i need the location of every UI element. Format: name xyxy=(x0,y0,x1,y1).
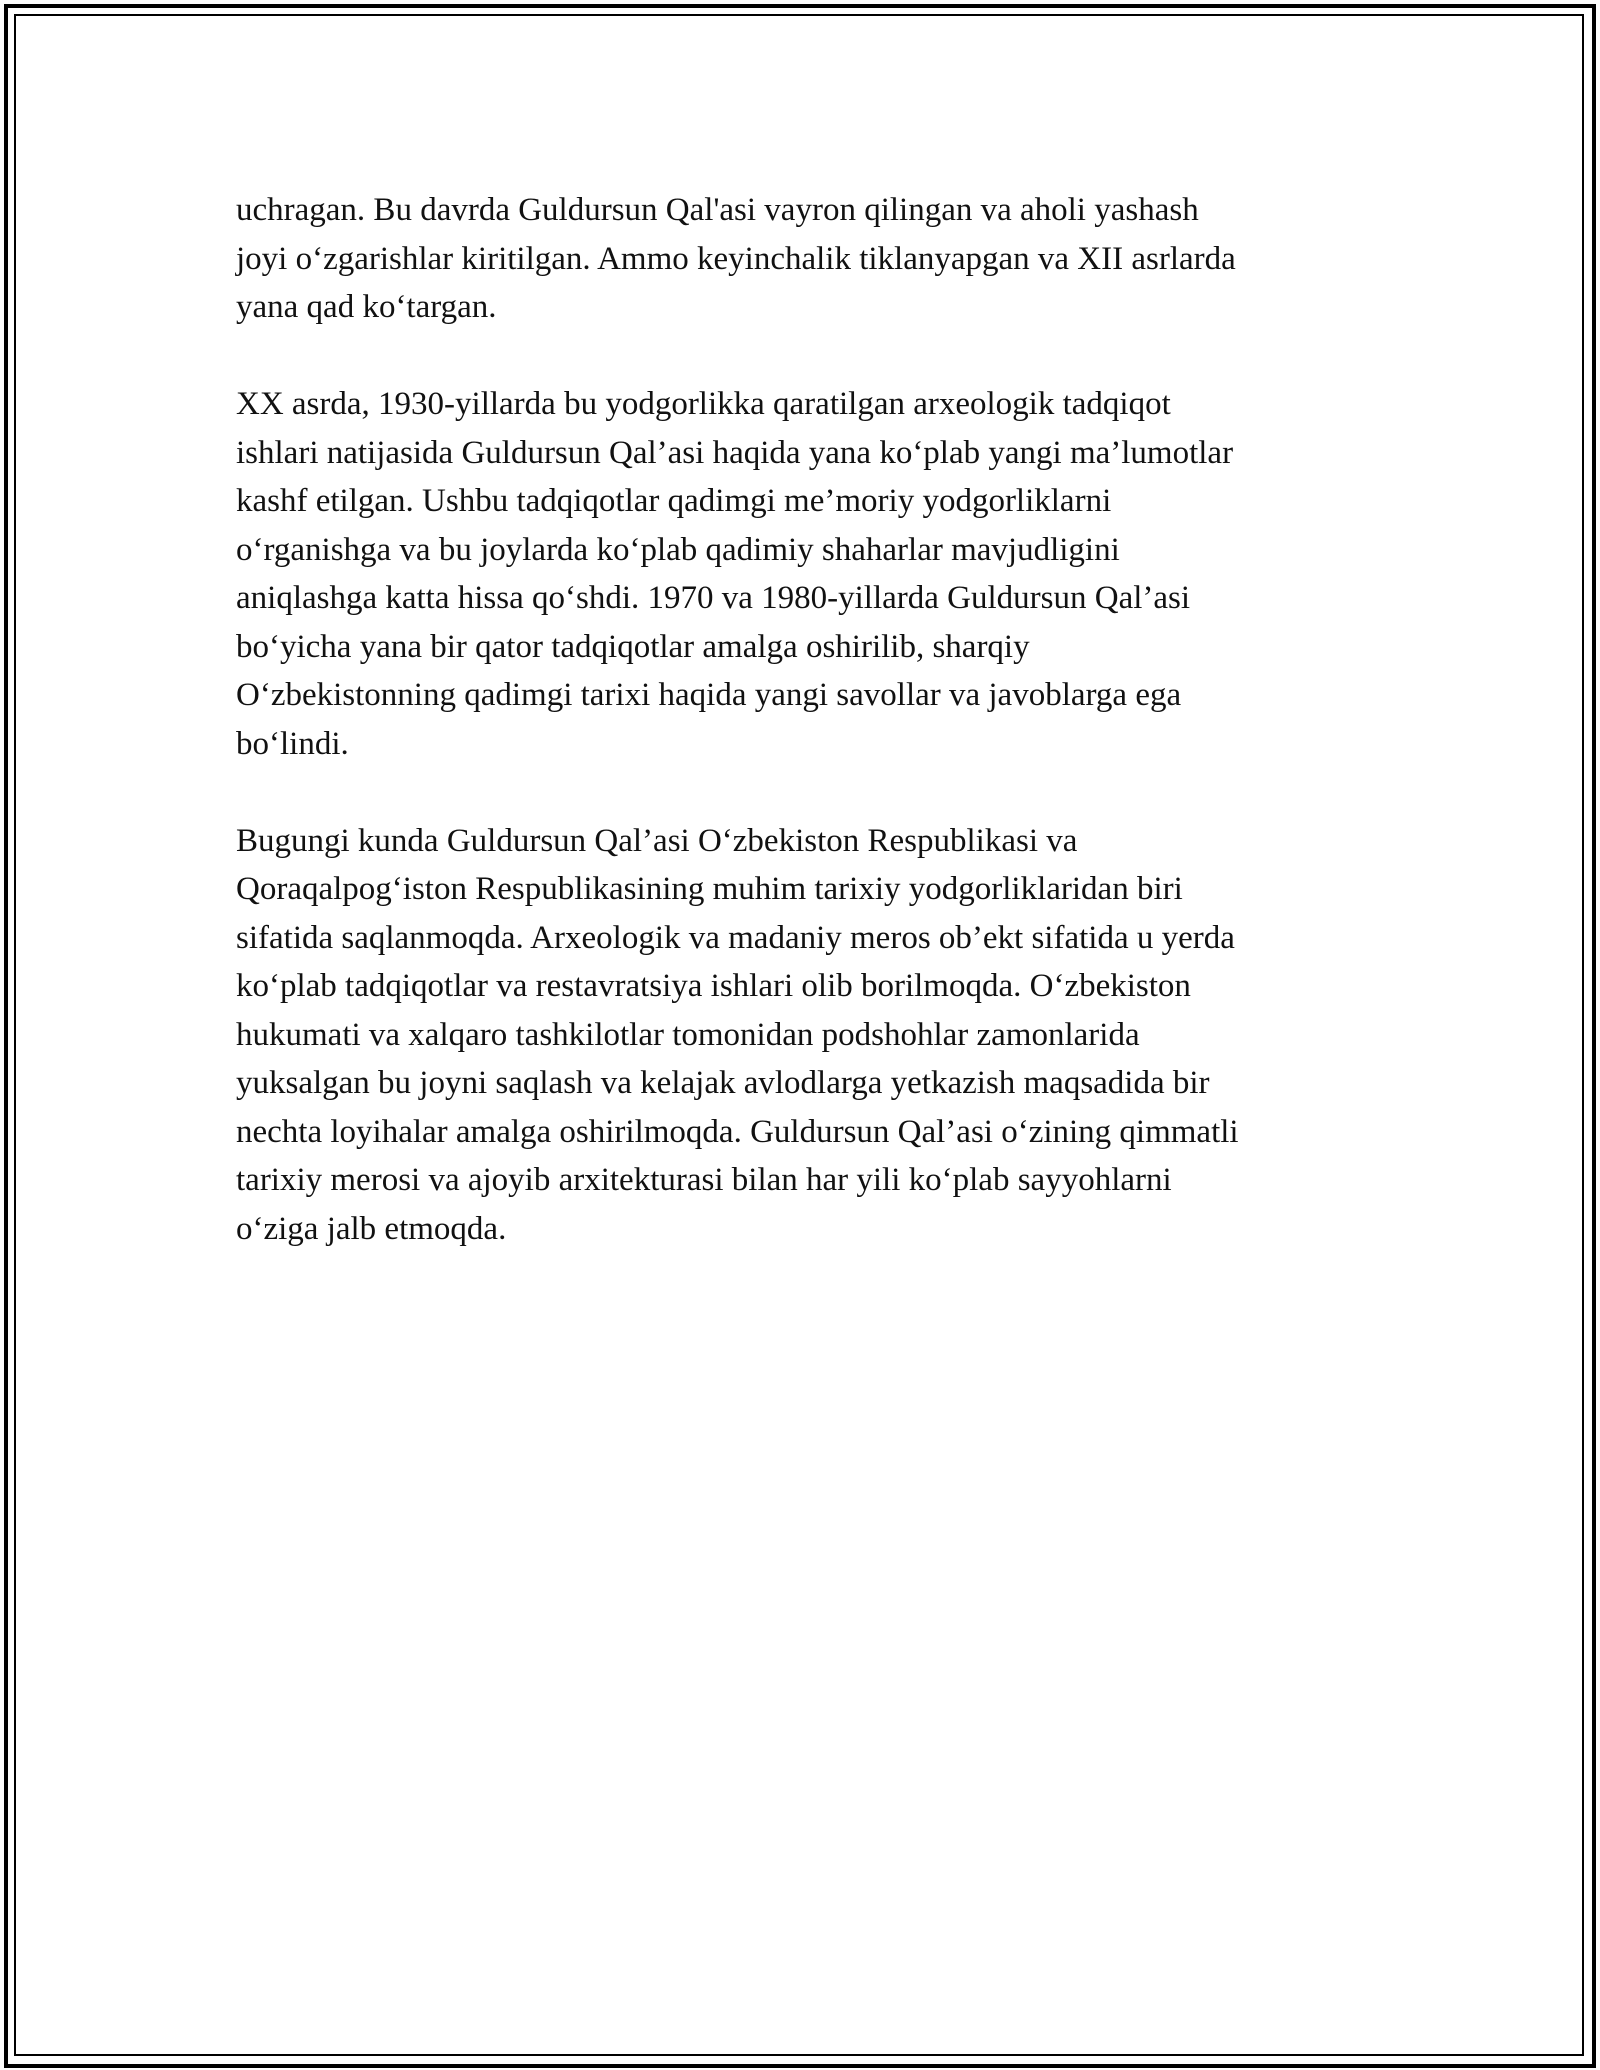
text-line: nechta loyihalar amalga oshirilmoqda. Guldursun Qal’asi oʻzining qimmatli xyxy=(236,1113,1239,1150)
text-line: kashf etilgan. Ushbu tadqiqotlar qadimgi me’moriy yodgorliklarni xyxy=(236,483,1112,519)
text-line: aniqlashga katta hissa qoʻshdi. 1970 va 1980-yillarda Guldursun Qal’asi xyxy=(236,580,1191,616)
paragraph-3 xyxy=(236,817,1366,1254)
text-line: tarixiy merosi va ajoyib arxitekturasi bilan har yili koʻplab sayyohlarni xyxy=(236,1162,1172,1198)
text-line: ishlari natijasida Guldursun Qal’asi haqida yana koʻplab yangi ma’lumotlar xyxy=(236,434,1234,471)
paragraph-1 xyxy=(236,186,1366,332)
text-line: yana qad koʻtargan. xyxy=(236,289,497,325)
text-line: oʻrganishga va bu joylarda koʻplab qadimiy shaharlar mavjudligini xyxy=(236,531,1120,568)
text-line: sifatida saqlanmoqda. Arxeologik va madaniy meros ob’ekt sifatida u yerda xyxy=(236,919,1235,956)
text-line: hukumati va xalqaro tashkilotlar tomonidan podshohlar zamonlarida xyxy=(236,1016,1140,1053)
text-line: koʻplab tadqiqotlar va restavratsiya ishlari olib borilmoqda. Oʻzbekiston xyxy=(236,968,1191,1004)
text-line: Oʻzbekistonning qadimgi tarixi haqida yangi savollar va javoblarga ega xyxy=(236,677,1182,713)
paragraph-2 xyxy=(236,380,1366,768)
text-line: oʻziga jalb etmoqda. xyxy=(236,1210,507,1247)
text-line: boʻyicha yana bir qator tadqiqotlar amalga oshirilib, sharqiy xyxy=(236,628,1030,665)
text-line: uchragan. Bu davrda Guldursun Qal'asi vayron qilingan va aholi yashash xyxy=(236,192,1199,228)
text-line: Bugungi kunda Guldursun Qal’asi Oʻzbekiston Respublikasi va xyxy=(236,822,1078,859)
text-line: yuksalgan bu joyni saqlash va kelajak avlodlarga yetkazish maqsadida bir xyxy=(236,1065,1210,1101)
document-body xyxy=(236,186,1366,1302)
text-line: Qoraqalpogʻiston Respublikasining muhim tarixiy yodgorliklaridan biri xyxy=(236,871,1183,907)
text-line: joyi oʻzgarishlar kiritilgan. Ammo keyinchalik tiklanyapgan va XII asrlarda xyxy=(236,240,1236,277)
text-line: XX asrda, 1930-yillarda bu yodgorlikka qaratilgan arxeologik tadqiqot xyxy=(236,386,1171,422)
text-line: boʻlindi. xyxy=(236,725,349,762)
